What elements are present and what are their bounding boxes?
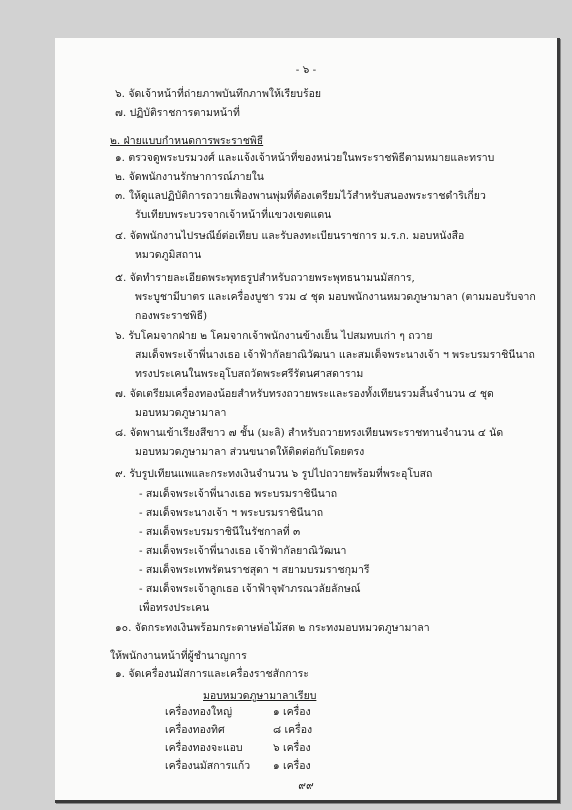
list-item: ๘. จัดพานเข้าเรียงสีขาว ๗ ชั้น (มะลิ) สำหรับถวายทรงเทียนพระราชทานจำนวน ๔ นัด	[115, 427, 504, 439]
section-heading: ๒. ฝ่ายแบบกำหนดการพระราชพิธี	[110, 135, 264, 147]
page-header-number: - ๖ -	[295, 64, 317, 76]
list-item-cont: กองพระราชพิธี)	[135, 310, 208, 322]
list-item-cont: รับเทียบพระบวรจากเจ้าหน้าที่แขวงเขตแดน	[135, 209, 332, 221]
list-item: ๑. จัดเครื่องนมัสการและเครื่องราชสักการะ	[115, 668, 309, 680]
table-cell-name: เครื่องทองใหญ่	[165, 706, 233, 718]
list-item-cont: สมเด็จพระเจ้าพี่นางเธอ เจ้าฟ้ากัลยาณิวัฒนา และสมเด็จพระนางเจ้า ฯ พระบรมราชินีนาถ	[135, 349, 535, 361]
table-cell-name: เครื่องทองจะแอบ	[165, 742, 243, 754]
table-cell-count: ๘ เครื่อง	[273, 724, 313, 736]
table-cell-count: ๖ เครื่อง	[273, 742, 311, 754]
recipient-item: - สมเด็จพระนางเจ้า ฯ พระบรมราชินีนาถ	[139, 507, 324, 519]
list-item: ๗. ปฏิบัติราชการตามหน้าที่	[115, 107, 240, 119]
table-cell-name: เครื่องทองทิศ	[165, 724, 225, 736]
list-item-cont: พระบูชามีบาตร และเครื่องบูชา รวม ๔ ชุด มอบพนักงานหมวดภูษามาลา (ตามมอบรับจาก	[135, 291, 536, 303]
list-item: ๓. ให้ดูแลปฏิบัติการถวายเฟื่องพานพุ่มที่ต้องเตรียมไว้สำหรับสนองพระราชดำริเกี่ยว	[115, 190, 486, 202]
table-cell-name: เครื่องนมัสการแก้ว	[165, 760, 251, 772]
page-footer-number: ๙๙	[298, 780, 314, 792]
list-item: ๔. จัดพนักงานไปรษณีย์ต่อเทียบ และรับลงทะเบียนราชการ ม.ร.ก. มอบหนังสือ	[115, 230, 465, 242]
document-page	[55, 38, 560, 803]
table-heading: มอบหมวดภูษามาลาเรียบ	[203, 690, 317, 702]
list-item: ๗. จัดเตรียมเครื่องทองน้อยสำหรับทรงถวายพระและรองทั้งเทียนรวมสิ้นจำนวน ๔ ชุด	[115, 388, 494, 400]
list-item-cont: มอบหมวดภูษามาลา	[135, 407, 227, 419]
list-item-cont: เพื่อทรงประเคน	[139, 602, 210, 614]
recipient-item: - สมเด็จพระบรมราชินีในรัชกาลที่ ๓	[139, 526, 301, 538]
list-item-cont: ทรงประเคนในพระอุโบสถวัดพระศรีรัตนศาสดาราม	[135, 368, 364, 380]
recipient-item: - สมเด็จพระเจ้าลูกเธอ เจ้าฟ้าจุฬาภรณวลัยลักษณ์	[139, 583, 361, 595]
list-item: ๕. จัดทำรายละเอียดพระพุทธรูปสำหรับถวายพระพุทธนามนมัสการ,	[115, 272, 415, 284]
table-cell-count: ๑ เครื่อง	[273, 706, 311, 718]
recipient-item: - สมเด็จพระเทพรัตนราชสุดา ฯ สยามบรมราชกุมารี	[139, 564, 370, 576]
list-item: ๖. รับโคมจากฝ่าย ๒ โคมจากเจ้าพนักงานข้างเย็น ไปสมทบเก่า ๆ ถวาย	[115, 330, 433, 342]
list-item: ๒. จัดพนักงานรักษาการณ์ภายใน	[115, 171, 264, 183]
list-item: ๑๐. จัดกระทงเงินพร้อมกระดาษห่อไม้สด ๒ กระทงมอบหมวดภูษามาลา	[115, 622, 430, 634]
list-item-cont: หมวดภูมิสถาน	[135, 249, 202, 261]
table-cell-count: ๑ เครื่อง	[273, 760, 311, 772]
list-item: ๙. รับรูปเทียนแพและกระทงเงินจำนวน ๖ รูปไปถวายพร้อมที่พระอุโบสถ	[115, 468, 433, 480]
recipient-item: - สมเด็จพระเจ้าพี่นางเธอ พระบรมราชินีนาถ	[139, 488, 338, 500]
section-heading: ให้พนักงานหน้าที่ผู้ชำนาญการ	[110, 650, 247, 662]
list-item: ๑. ตรวจดูพระบรมวงศ์ และแจ้งเจ้าหน้าที่ของหน่วยในพระราชพิธีตามหมายและทราบ	[115, 152, 495, 164]
recipient-item: - สมเด็จพระเจ้าพี่นางเธอ เจ้าฟ้ากัลยาณิวัฒนา	[139, 545, 347, 557]
list-item-cont: มอบหมวดภูษามาลา ส่วนขนาดให้ติดต่อกับโดยตรง	[135, 446, 365, 458]
list-item: ๖. จัดเจ้าหน้าที่ถ่ายภาพบันทึกภาพให้เรียบร้อย	[115, 88, 322, 100]
